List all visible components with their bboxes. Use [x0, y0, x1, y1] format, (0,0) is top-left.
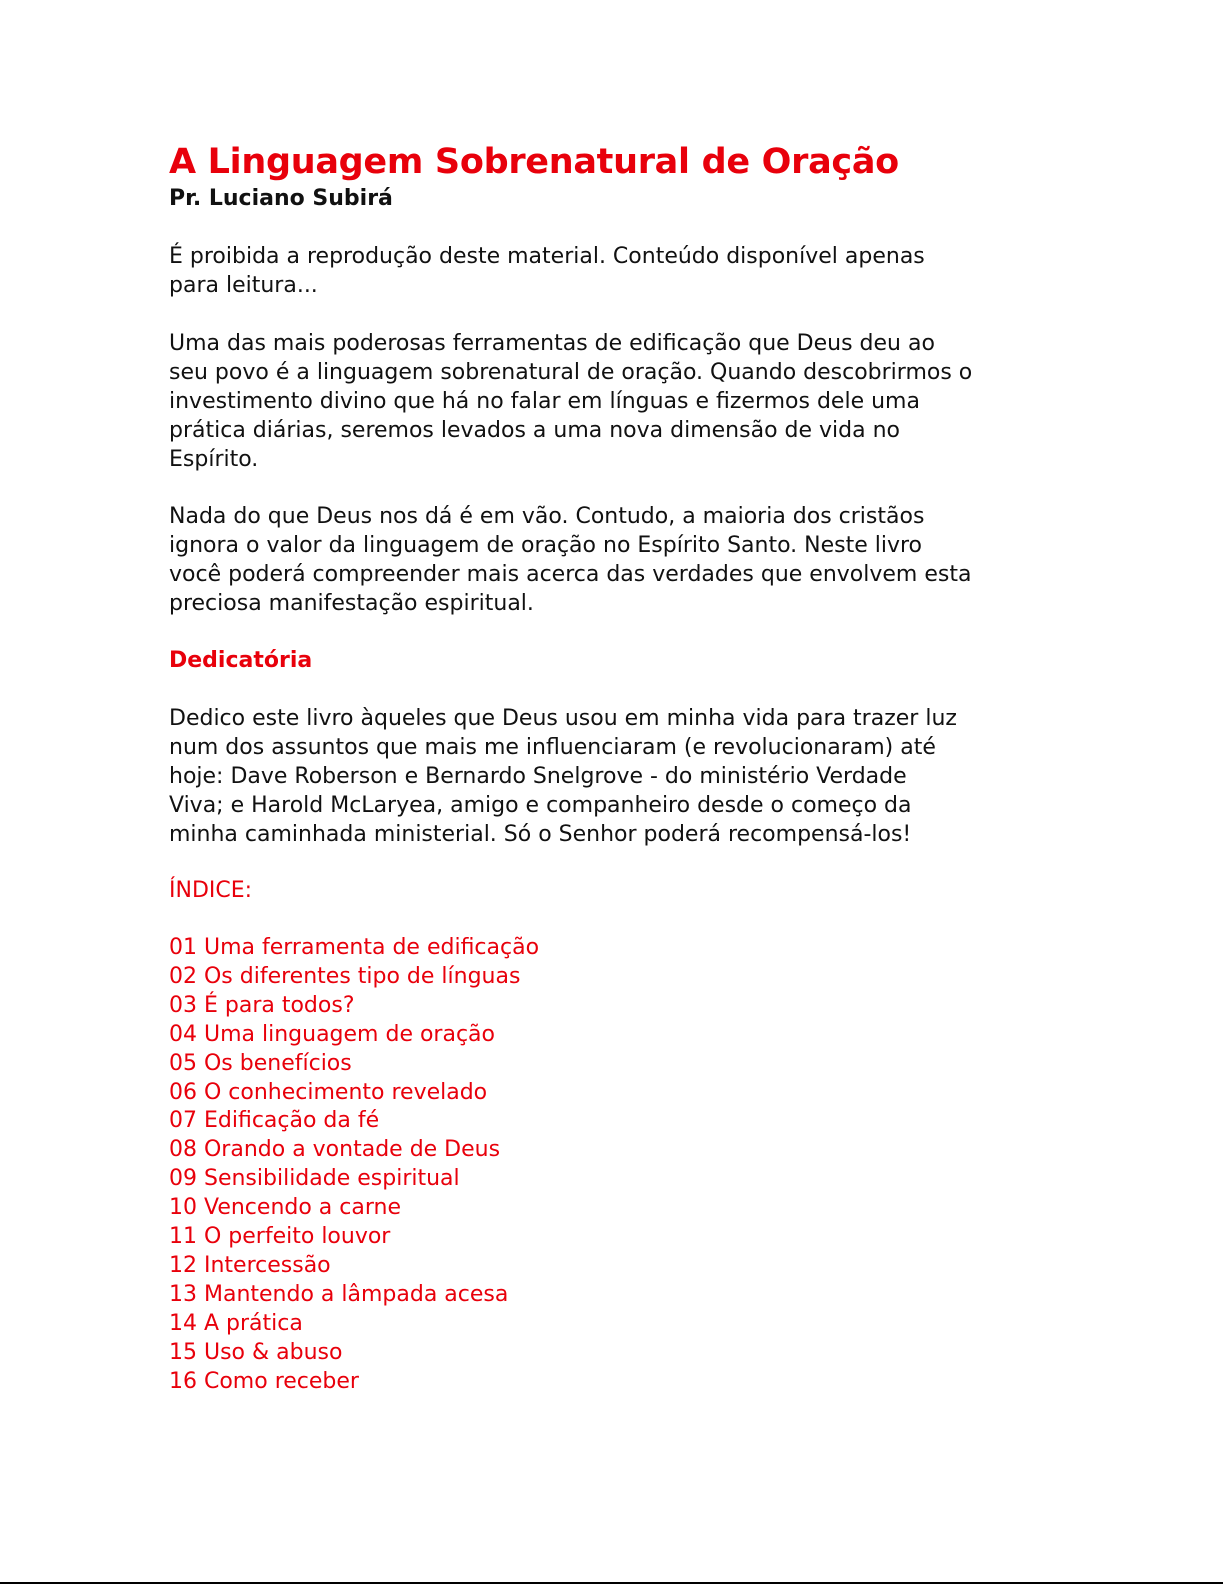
toc-item[interactable]: 11 O perfeito louvor [169, 1224, 391, 1250]
dedication-text: Dedico este livro àqueles que Deus usou em minha vida para trazer luz num dos assuntos que mais me influenciaram (e revolucionaram) até hoje: Dave Roberson e Bernardo Snelgrove - do ministério Verdade Viva; e Harold McLaryea, amigo e companheiro desde o começo da minha caminhada ministerial. Só o Senhor poderá recompensá-los! [169, 706, 957, 847]
toc-item[interactable]: 15 Uso & abuso [169, 1339, 343, 1365]
document-title: A Linguagem Sobrenatural de Oração [169, 142, 899, 182]
copyright-notice: É proibida a reprodução deste material. Conteúdo disponível apenas para leitura... [169, 244, 925, 298]
toc-item[interactable]: 03 É para todos? [169, 992, 355, 1018]
toc-item[interactable]: 05 Os benefícios [169, 1050, 352, 1076]
toc-item[interactable]: 02 Os diferentes tipo de línguas [169, 963, 521, 989]
intro-paragraph-1: Uma das mais poderosas ferramentas de edificação que Deus deu ao seu povo é a linguagem sobrenatural de oração. Quando descobrirmos o investimento divino que há no falar em línguas e fizermos dele uma prática diárias, seremos levados a uma nova dimensão de vida no Espírito. [169, 331, 973, 472]
table-of-contents [169, 934, 539, 1397]
author-name: Pr. Luciano Subirá [169, 186, 393, 211]
intro-paragraph-2: Nada do que Deus nos dá é em vão. Contudo, a maioria dos cristãos ignora o valor da linguagem de oração no Espírito Santo. Neste livro você poderá compreender mais acerca das verdades que envolvem esta preciosa manifestação espiritual. [169, 504, 972, 616]
toc-item[interactable]: 04 Uma linguagem de oração [169, 1021, 495, 1047]
toc-item[interactable]: 14 A prática [169, 1310, 303, 1336]
page-bottom-divider [0, 1582, 1223, 1584]
toc-item[interactable]: 12 Intercessão [169, 1252, 331, 1278]
toc-item[interactable]: 08 Orando a vontade de Deus [169, 1137, 501, 1163]
toc-item[interactable]: 01 Uma ferramenta de edificação [169, 935, 540, 960]
dedication-heading: Dedicatória [169, 648, 313, 673]
index-heading: ÍNDICE: [169, 878, 253, 903]
toc-item[interactable]: 06 O conhecimento revelado [169, 1079, 488, 1105]
toc-item[interactable]: 07 Edificação da fé [169, 1108, 380, 1134]
toc-item[interactable]: 09 Sensibilidade espiritual [169, 1166, 460, 1192]
toc-item[interactable]: 10 Vencendo a carne [169, 1195, 401, 1221]
toc-item[interactable]: 13 Mantendo a lâmpada acesa [169, 1281, 509, 1307]
toc-item[interactable]: 16 Como receber [169, 1368, 359, 1394]
